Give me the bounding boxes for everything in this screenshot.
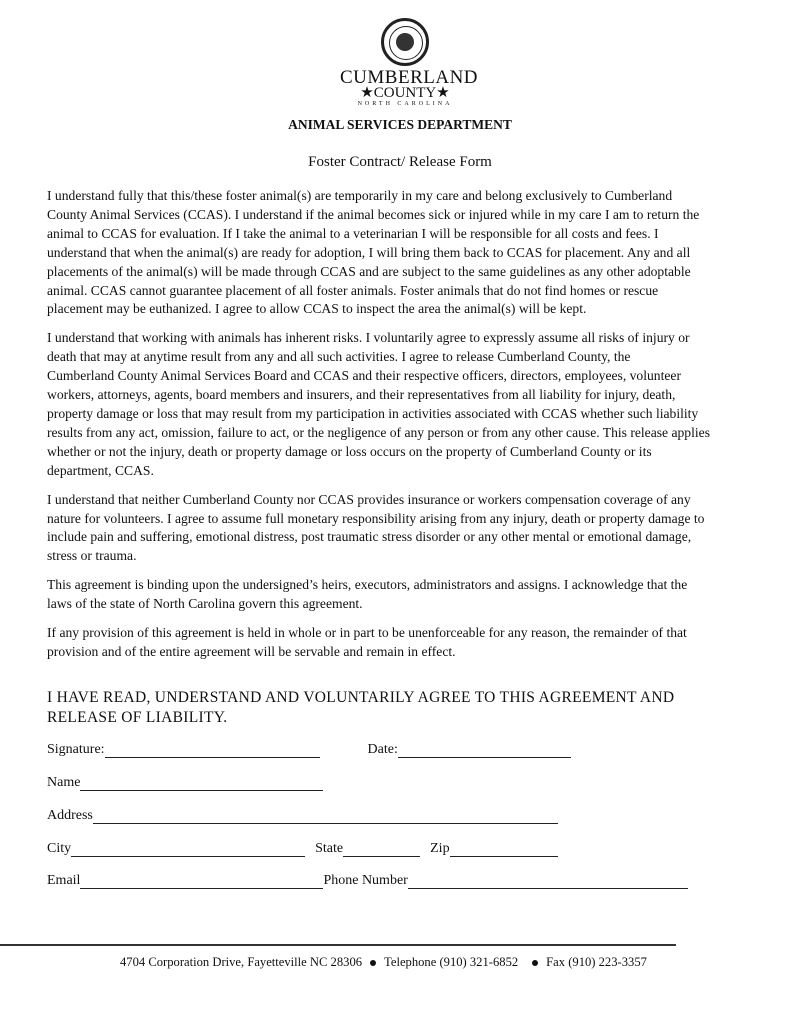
city-label: City [47, 841, 72, 856]
paragraph-line: Cumberland County Animal Services Board and CCAS and their respective officers, directors, employees, volunteer [47, 368, 681, 384]
paragraph-line: placement may be euthanized. I agree to allow CCAS to inspect the area the animal(s) will be kept. [47, 301, 587, 317]
logo-county: ★COUNTY★ [360, 85, 450, 101]
paragraph-line: stress or trauma. [47, 548, 137, 564]
contract-paragraph [47, 329, 767, 480]
paragraph-line: death that may at anytime result from any and all such activities. I agree to release Cumberland County, the [47, 349, 631, 365]
address-field[interactable] [93, 809, 558, 824]
paragraph-line: provision and of the entire agreement will be servable and remain in effect. [47, 643, 456, 659]
county-seal-icon [381, 18, 429, 66]
form-title: Foster Contract/ Release Form [308, 154, 492, 170]
date-field[interactable] [398, 743, 571, 758]
zip-label: Zip [430, 841, 450, 856]
paragraph-line: placements of the animal(s) will be made through CCAS and are subject to the same guidelines as any other adoptable [47, 263, 691, 279]
paragraph-line: property damage or loss that may result from my participation in activities associated with CCAS whether such liability [47, 405, 699, 421]
department-heading: ANIMAL SERVICES DEPARTMENT [288, 117, 512, 132]
address-label: Address [47, 808, 93, 823]
paragraph-line: results from any act, omission, failure to act, or the negligence of any person or from any other cause. This release applies [47, 424, 710, 440]
contract-paragraph [47, 491, 767, 567]
city-field[interactable] [71, 842, 305, 857]
footer-address: 4704 Corporation Drive, Fayetteville NC 28306 [120, 955, 363, 969]
paragraph-line: include pain and suffering, emotional distress, post traumatic stress disorder or any other mental or emotional damage, [47, 529, 692, 545]
bullet-icon [370, 960, 376, 966]
signature-label: Signature: [47, 742, 105, 757]
signature-row [47, 742, 581, 758]
agreement-line: RELEASE OF LIABILITY. [47, 709, 228, 726]
paragraph-line: whether or not the injury, death or property damage or loss occurs on the property of Cumberland County or its [47, 443, 652, 459]
paragraph-line: workers, attorneys, agents, board members and insurers, and their representatives from all liability for injury, death, [47, 387, 676, 403]
email-label: Email [47, 873, 81, 888]
county-logo [340, 18, 479, 109]
agreement-statement [47, 688, 674, 728]
name-row [47, 775, 333, 791]
contract-paragraph [47, 187, 767, 319]
phone-field[interactable] [408, 874, 688, 889]
zip-field[interactable] [450, 842, 558, 857]
agreement-line: I HAVE READ, UNDERSTAND AND VOLUNTARILY AGREE TO THIS AGREEMENT AND [47, 689, 675, 706]
footer-telephone: Telephone (910) 321-6852 [384, 955, 519, 969]
email-row [47, 873, 698, 889]
name-field[interactable] [80, 776, 323, 791]
city-row [47, 841, 568, 857]
footer-contact [120, 955, 647, 970]
paragraph-line: department, CCAS. [47, 462, 154, 478]
footer-fax: Fax (910) 223-3357 [546, 955, 647, 969]
paragraph-line: If any provision of this agreement is held in whole or in part to be unenforceable for any reason, the remainder of that [47, 625, 687, 641]
paragraph-line: I understand that neither Cumberland County nor CCAS provides insurance or workers compensation coverage of any [47, 491, 691, 507]
paragraph-line: nature for volunteers. I agree to assume full monetary responsibility arising from any injury, death or property damage to [47, 510, 705, 526]
logo-state: NORTH CAROLINA [357, 101, 453, 107]
email-field[interactable] [80, 874, 323, 889]
name-label: Name [47, 775, 81, 790]
contract-paragraph [47, 624, 767, 662]
phone-label: Phone Number [323, 873, 408, 888]
date-label: Date: [367, 742, 398, 757]
state-field[interactable] [343, 842, 420, 857]
paragraph-line: County Animal Services (CCAS). I understand if the animal becomes sick or injured while in my care I am to return the [47, 206, 700, 222]
paragraph-line: laws of the state of North Carolina govern this agreement. [47, 596, 363, 612]
signature-field[interactable] [105, 743, 320, 758]
paragraph-line: I understand that working with animals has inherent risks. I voluntarily agree to expressly assume all risks of injury or [47, 330, 690, 346]
paragraph-line: understand that when the animal(s) are ready for adoption, I will bring them back to CCAS for placement. Any and all [47, 244, 691, 260]
state-label: State [315, 841, 344, 856]
contract-paragraph [47, 576, 767, 614]
bullet-icon [532, 960, 538, 966]
paragraph-line: animal to CCAS for evaluation. If I take the animal to a veterinarian I will be responsible for all costs and fees. I [47, 225, 659, 241]
paragraph-line: animal. CCAS cannot guarantee placement of all foster animals. Foster animals that do not find homes or rescue [47, 282, 659, 298]
address-row [47, 808, 568, 824]
paragraph-line: I understand fully that this/these foster animal(s) are temporarily in my care and belong exclusively to Cumberland [47, 188, 673, 203]
contract-body [47, 187, 767, 672]
footer-divider [0, 944, 676, 946]
logo-name: CUMBERLAND [340, 67, 479, 88]
paragraph-line: This agreement is binding upon the undersigned’s heirs, executors, administrators and assigns. I acknowledge that the [47, 577, 688, 593]
